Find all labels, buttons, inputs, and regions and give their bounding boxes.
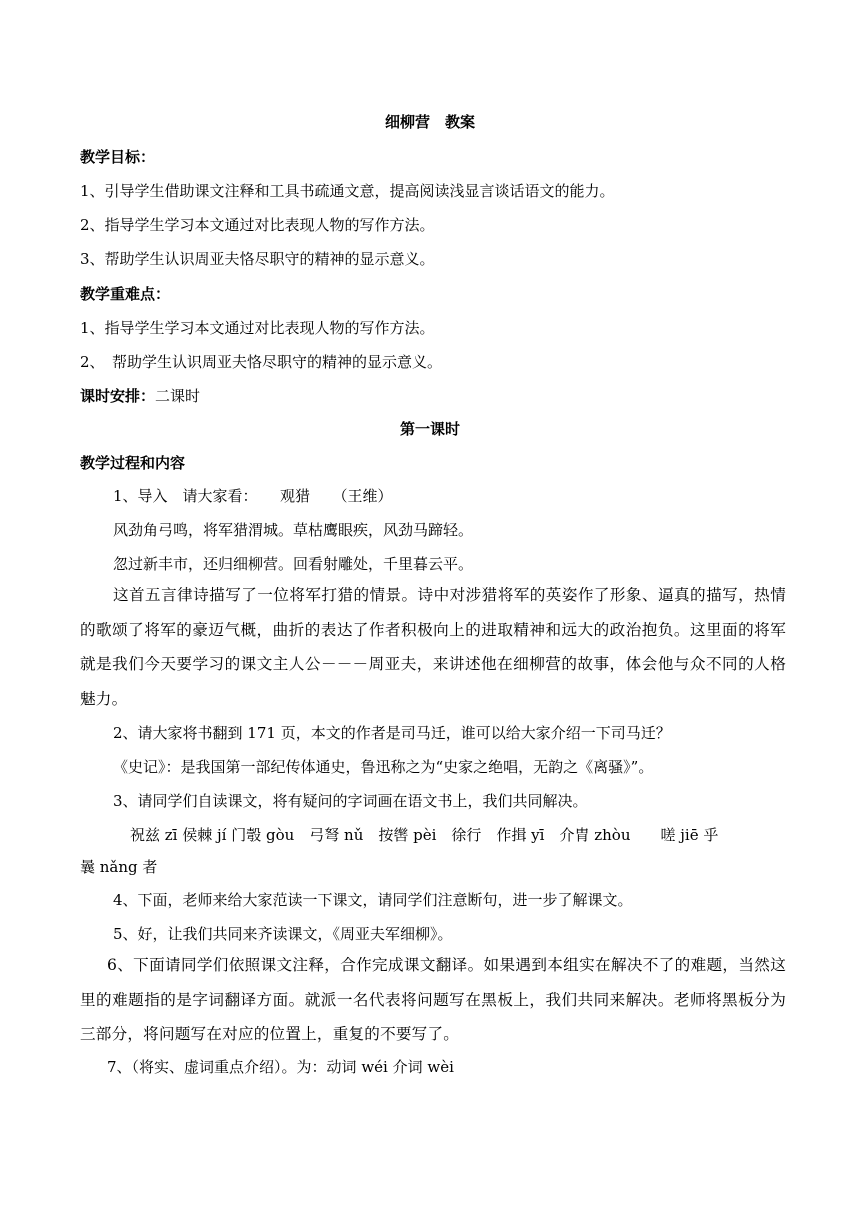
- shiji-note: 《史记》：是我国第一部纪传体通史，鲁迅称之为“史家之绝唱，无韵之《离骚》”。: [113, 758, 654, 776]
- key-point-item: 1、指导学生学习本文通过对比表现人物的写作方法。: [80, 319, 435, 337]
- lesson-title: 第一课时: [399, 420, 460, 438]
- schedule-line: [80, 386, 790, 406]
- poem-line-2: 忽过新丰市，还归细柳营。回看射雕处，千里暮云平。: [113, 555, 474, 573]
- poem-line-1: 风劲角弓鸣，将军猎渭城。草枯鹰眼疾，风劲马蹄轻。: [113, 521, 474, 539]
- vocabulary-line-1: 祝兹 zī 侯棘 jí 门彀 gòu 弓弩 nǔ 按辔 pèi 徐行 作揖 yī 介胄 zhòu 嗟 jiē 乎: [130, 826, 719, 844]
- document-title: 细柳营 教案: [384, 113, 475, 131]
- goal-item: 1、引导学生借助课文注释和工具书疏通文意，提高阅读浅显言谈话语文的能力。: [80, 182, 615, 200]
- key-points-heading: 教学重难点：: [80, 285, 171, 303]
- step-7-function-words: 7、（将实、虚词重点介绍）。为：动词 wéi 介词 wèi: [107, 1058, 454, 1076]
- schedule-label: 课时安排：: [80, 387, 156, 405]
- poem-commentary-paragraph: 这首五言律诗描写了一位将军打猎的情景。诗中对涉猎将军的英姿作了形象、逼真的描写，热情的歌颂了将军的豪迈气概，曲折的表达了作者积极向上的进取精神和远大的政治抱负。这里面的将军就是我们今天要学习的课文主人公－－－周亚夫，来讲述他在细柳营的故事，体会他与众不同的人格魅力。: [80, 586, 786, 708]
- step-4-model-reading: 4、下面，老师来给大家范读一下课文，请同学们注意断句，进一步了解课文。: [113, 891, 633, 909]
- step-1-intro: 1、导入 请大家看： 观猎 （王维）: [113, 487, 393, 505]
- goals-heading: 教学目标：: [80, 148, 156, 166]
- key-point-item: 2、 帮助学生认识周亚夫恪尽职守的精神的显示意义。: [80, 353, 443, 371]
- step-5-read-together: 5、好，让我们共同来齐读课文，《周亚夫军细柳》。: [113, 925, 453, 943]
- step-2-author: 2、请大家将书翻到 171 页，本文的作者是司马迁，谁可以给大家介绍一下司马迁？: [113, 724, 671, 742]
- step-6-translation-paragraph: 6、下面请同学们依照课文注释，合作完成课文翻译。如果遇到本组实在解决不了的难题，当然这里的难题指的是字词翻译方面。就派一名代表将问题写在黑板上，我们共同来解决。老师将黑板分为三部分，将问题写在对应的位置上，重复的不要写了。: [80, 956, 786, 1043]
- vocabulary-line-2: 曩 nǎng 者: [80, 858, 158, 876]
- schedule-value: 二课时: [155, 387, 201, 405]
- process-heading: 教学过程和内容: [80, 454, 186, 472]
- goal-item: 2、指导学生学习本文通过对比表现人物的写作方法。: [80, 216, 435, 234]
- step-3-self-reading: 3、请同学们自读课文，将有疑问的字词画在语文书上，我们共同解决。: [113, 792, 588, 810]
- goal-item: 3、帮助学生认识周亚夫恪尽职守的精神的显示意义。: [80, 250, 435, 268]
